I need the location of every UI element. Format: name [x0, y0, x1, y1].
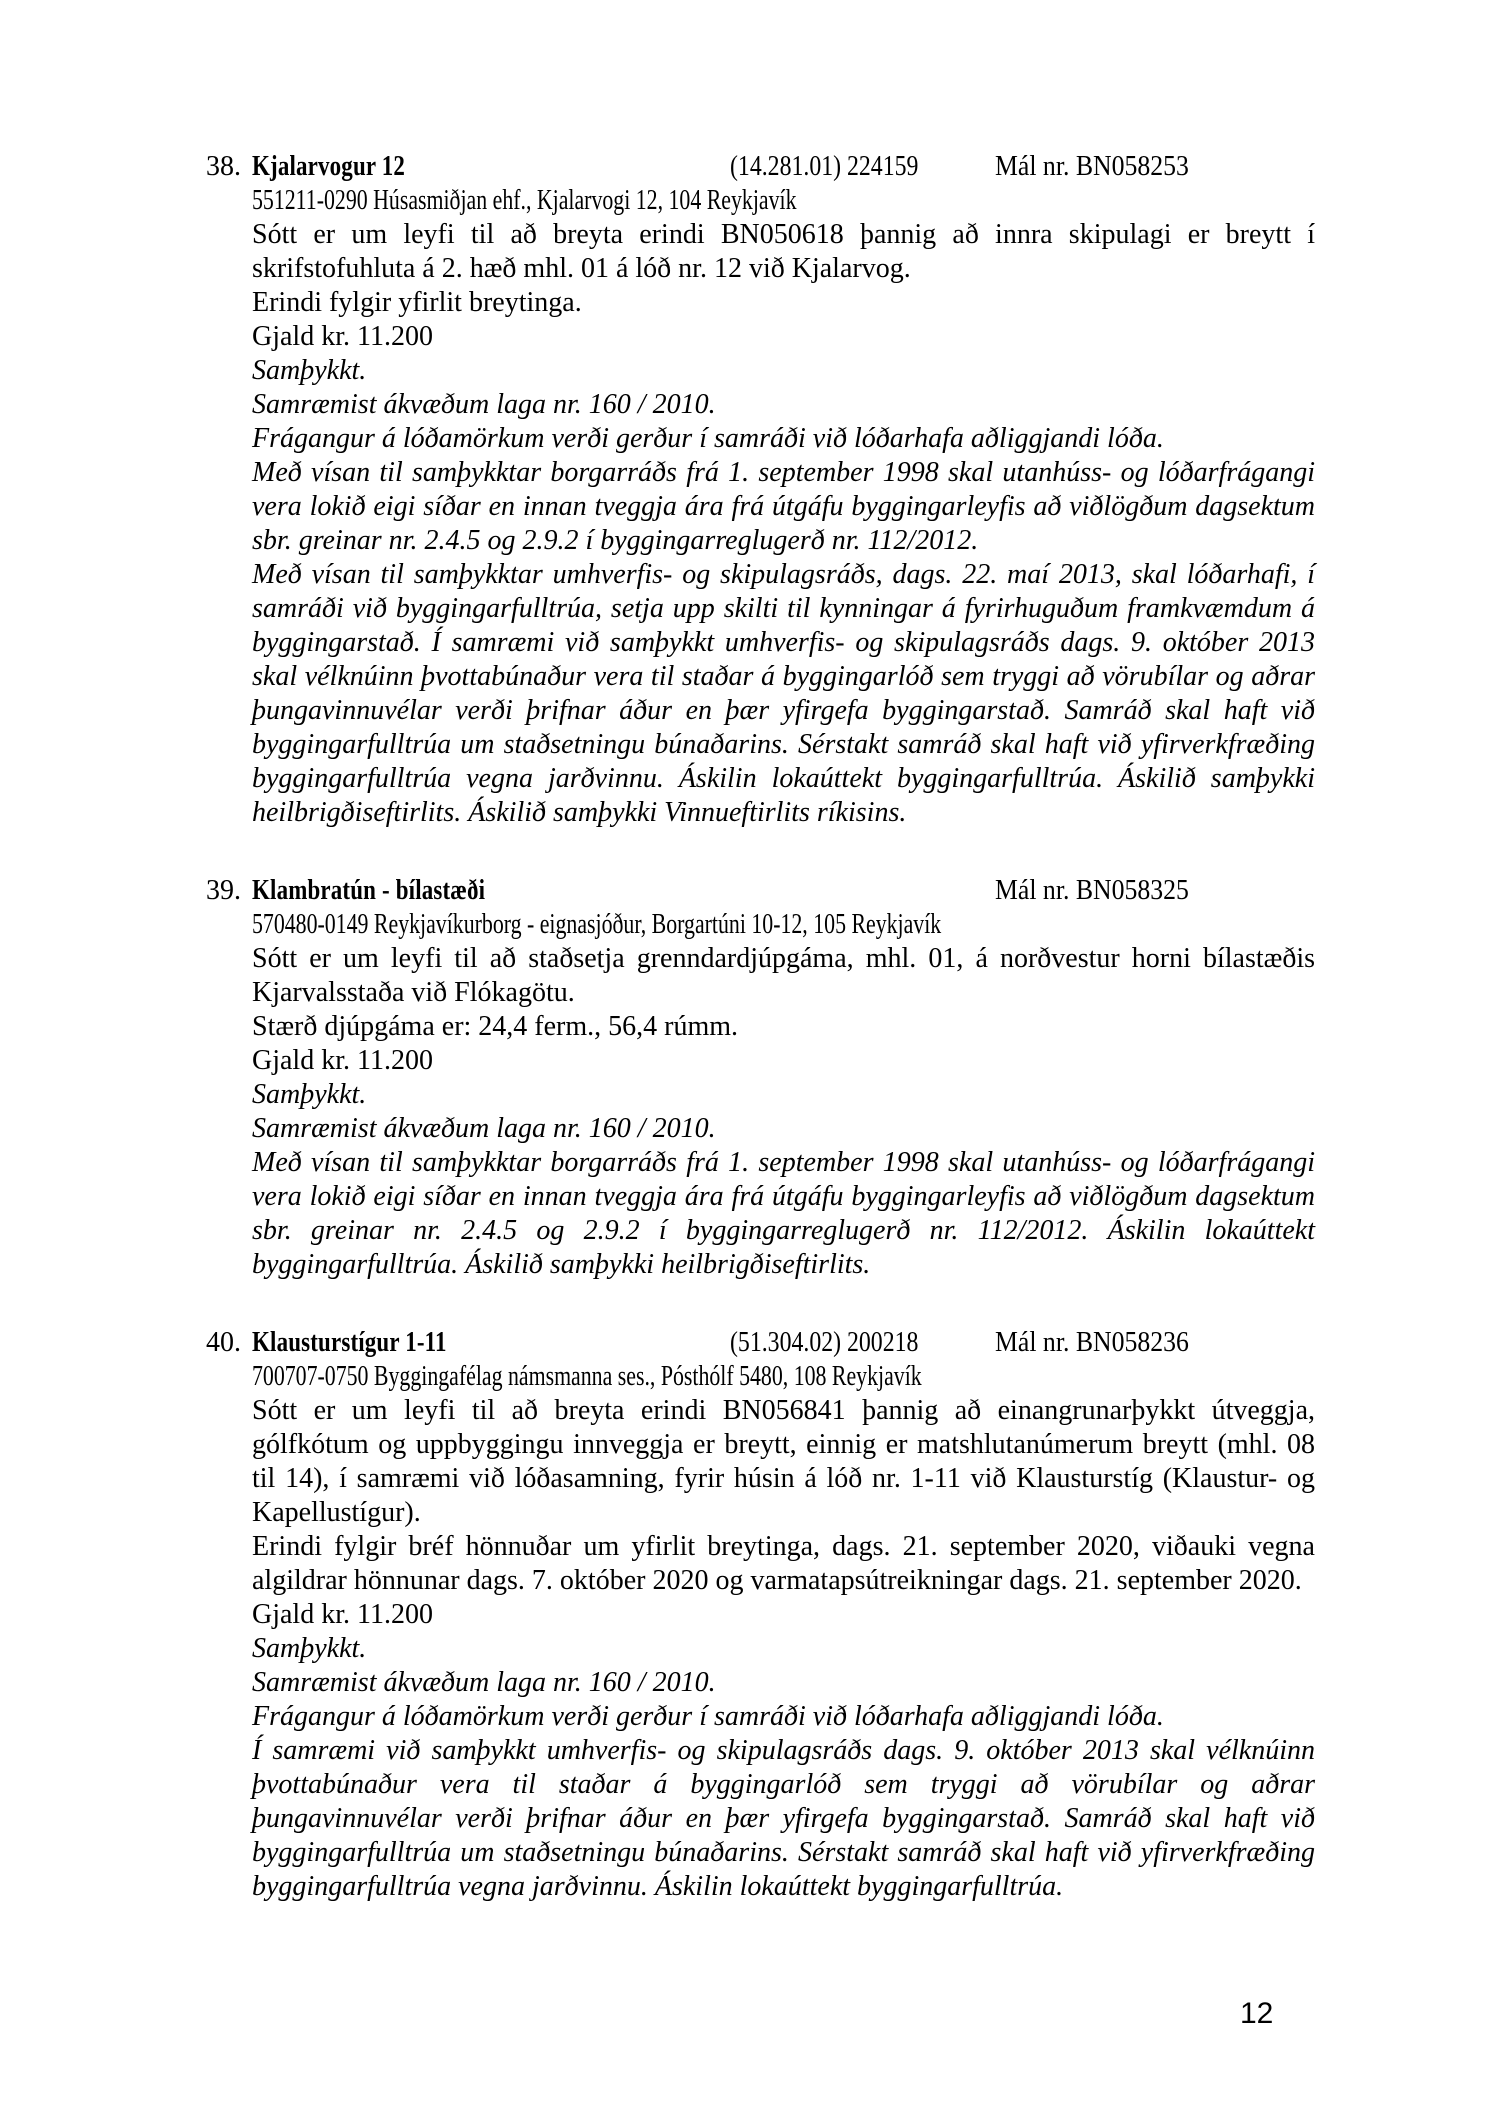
agenda-item: [206, 874, 1315, 1282]
item-paragraph: Með vísan til samþykktar umhverfis- og skipulagsráðs, dags. 22. maí 2013, skal lóðarhafi, í samráði við byggingarfulltrúa, setja upp skilti til kynningar á fyrirhuguðum framkvæmdum á byggingarstað. Í samræmi við samþykkt umhverfis- og skipulagsráðs dags. 9. október 2013 skal vélknúinn þvottabúnaður vera til staðar á byggingarlóð sem tryggi að vörubílar og aðrar þungavinnuvélar verði þrifnar áður en þær yfirgefa byggingarstað. Samráð skal haft við byggingarfulltrúa um staðsetningu búnaðarins. Sérstakt samráð skal haft við yfirverkfræðing byggingarfulltrúa vegna jarðvinnu. Áskilin lokaúttekt byggingarfulltrúa. Áskilið samþykki heilbrigðiseftirlits. Áskilið samþykki Vinnueftirlits ríkisins.: [252, 559, 1315, 828]
item-paragraph: Erindi fylgir yfirlit breytinga.: [252, 287, 582, 318]
item-paragraph: Með vísan til samþykktar borgarráðs frá 1. september 1998 skal utanhúss- og lóðarfrágangi vera lokið eigi síðar en innan tveggja ára frá útgáfu byggingarleyfis að viðlögðum dagsektum sbr. greinar nr. 2.4.5 og 2.9.2 í byggingarreglugerð nr. 112/2012. Áskilin lokaúttekt byggingarfulltrúa. Áskilið samþykki heilbrigðiseftirlits.: [252, 1147, 1315, 1280]
item-paragraphs: [252, 218, 1315, 830]
page-number: 12: [1240, 1997, 1274, 2030]
item-paragraph: Samþykkt.: [252, 355, 367, 386]
item-heading: [206, 1326, 1315, 1360]
item-code: (51.304.02) 200218: [730, 1327, 919, 1358]
item-paragraph: Með vísan til samþykktar borgarráðs frá 1. september 1998 skal utanhúss- og lóðarfrágangi vera lokið eigi síðar en innan tveggja ára frá útgáfu byggingarleyfis að viðlögðum dagsektum sbr. greinar nr. 2.4.5 og 2.9.2 í byggingarreglugerð nr. 112/2012.: [252, 457, 1315, 556]
item-owner: 570480-0149 Reykjavíkurborg - eignasjóður, Borgartúni 10-12, 105 Reykjavík: [252, 909, 942, 940]
item-paragraph: Samþykkt.: [252, 1079, 367, 1110]
item-paragraph: Samþykkt.: [252, 1633, 367, 1664]
item-paragraph: Gjald kr. 11.200: [252, 1599, 433, 1630]
item-paragraphs: [252, 942, 1315, 1282]
item-paragraph: Stærð djúpgáma er: 24,4 ferm., 56,4 rúmm.: [252, 1011, 739, 1042]
item-paragraph: Samræmist ákvæðum laga nr. 160 / 2010.: [252, 1113, 716, 1144]
item-owner: 551211-0290 Húsasmiðjan ehf., Kjalarvogi 12, 104 Reykjavík: [252, 185, 797, 216]
item-paragraph: Frágangur á lóðamörkum verði gerður í samráði við lóðarhafa aðliggjandi lóða.: [252, 423, 1164, 454]
agenda-item: [206, 1326, 1315, 1904]
item-title: Klambratún - bílastæði: [252, 875, 486, 906]
item-paragraphs: [252, 1394, 1315, 1904]
item-number: 38.: [206, 151, 241, 182]
item-paragraph: Gjald kr. 11.200: [252, 321, 433, 352]
item-paragraph: Sótt er um leyfi til að breyta erindi BN056841 þannig að einangrunarþykkt útveggja, gólfkótum og uppbyggingu innveggja er breytt, einnig er matshlutanúmerum breytt (mhl. 08 til 14), í samræmi við lóðasamning, fyrir húsin á lóð nr. 1-11 við Klausturstíg (Klaustur- og Kapellustígur).: [252, 1395, 1315, 1528]
item-paragraph: Samræmist ákvæðum laga nr. 160 / 2010.: [252, 1667, 716, 1698]
item-case-number: Mál nr. BN058325: [995, 875, 1189, 906]
item-code: (14.281.01) 224159: [730, 151, 919, 182]
item-number: 39.: [206, 875, 241, 906]
item-paragraph: Samræmist ákvæðum laga nr. 160 / 2010.: [252, 389, 716, 420]
item-paragraph: Erindi fylgir bréf hönnuðar um yfirlit breytinga, dags. 21. september 2020, viðauki vegna algildrar hönnunar dags. 7. október 2020 og varmatapsútreikningar dags. 21. september 2020.: [252, 1531, 1315, 1596]
item-heading: [206, 874, 1315, 908]
item-title: Kjalarvogur 12: [252, 151, 406, 182]
item-paragraph: Sótt er um leyfi til að staðsetja grenndardjúpgáma, mhl. 01, á norðvestur horni bílastæðis Kjarvalsstaða við Flókagötu.: [252, 943, 1315, 1008]
item-paragraph: Gjald kr. 11.200: [252, 1045, 433, 1076]
item-paragraph: Sótt er um leyfi til að breyta erindi BN050618 þannig að innra skipulagi er breytt í skrifstofuhluta á 2. hæð mhl. 01 á lóð nr. 12 við Kjalarvog.: [252, 219, 1315, 284]
item-title: Klausturstígur 1-11: [252, 1327, 447, 1358]
item-paragraph: Í samræmi við samþykkt umhverfis- og skipulagsráðs dags. 9. október 2013 skal vélknúinn þvottabúnaður vera til staðar á byggingarlóð sem tryggi að vörubílar og aðrar þungavinnuvélar verði þrifnar áður en þær yfirgefa byggingarstað. Samráð skal haft við byggingarfulltrúa um staðsetningu búnaðarins. Sérstakt samráð skal haft við yfirverkfræðing byggingarfulltrúa vegna jarðvinnu. Áskilin lokaúttekt byggingarfulltrúa.: [252, 1735, 1315, 1902]
item-paragraph: Frágangur á lóðamörkum verði gerður í samráði við lóðarhafa aðliggjandi lóða.: [252, 1701, 1164, 1732]
agenda-item: [206, 150, 1315, 830]
item-case-number: Mál nr. BN058236: [995, 1327, 1189, 1358]
item-number: 40.: [206, 1327, 241, 1358]
agenda-items: [206, 150, 1315, 1904]
item-owner: 700707-0750 Byggingafélag námsmanna ses., Pósthólf 5480, 108 Reykjavík: [252, 1361, 922, 1392]
item-case-number: Mál nr. BN058253: [995, 151, 1189, 182]
item-heading: [206, 150, 1315, 184]
